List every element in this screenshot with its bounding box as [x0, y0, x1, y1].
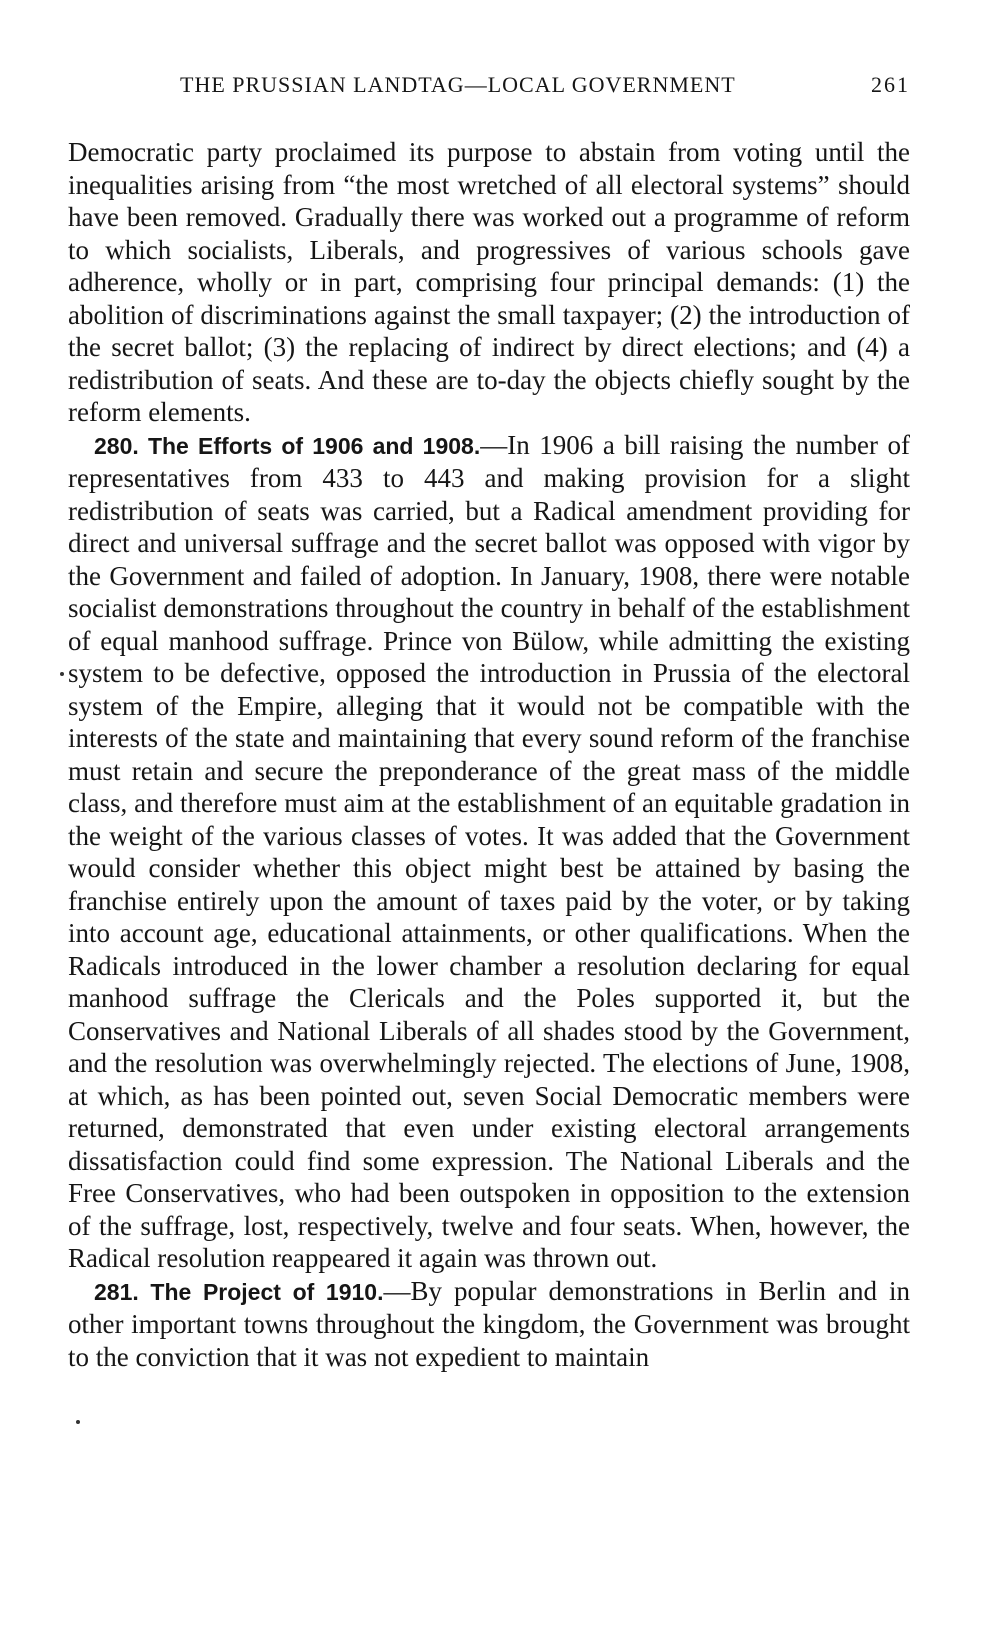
page-number: 261: [871, 72, 910, 97]
paragraph-text: Democratic party proclaimed its purpose to abstain from voting until the inequalities arising from “the most wretched of all electoral systems” should have been removed. Gradually there was worked out a programme of reform to which socialists, Liberals, and progressives of various schools gave adherence, wholly or in part, comprising four principal demands: (1) the abolition of discriminations against the small taxpayer; (2) the introduction of the secret ballot; (3) the replacing of indirect by direct elections; and (4) a redistribution of seats. And these are to-day the objects chiefly sought by the reform elements.: [68, 137, 910, 427]
paragraph: [68, 136, 910, 429]
paragraph-text: —In 1906 a bill raising the number of representatives from 433 to 443 and making provision for a slight redistribution of seats was carried, but a Radical amendment providing for direct and universal suffrage and the secret ballot was opposed with vigor by the Government and failed of adoption. In January, 1908, there were notable socialist demonstrations throughout the country in behalf of the establishment of equal manhood suffrage. Prince von Bülow, while admitting the existing system to be defective, opposed the introduction in Prussia of the electoral system of the Empire, alleging that it would not be compatible with the interests of the state and maintaining that every sound reform of the franchise must retain and secure the preponderance of the great mass of the middle class, and therefore must aim at the establishment of an equitable gradation in the weight of the various classes of votes. It was added that the Government would consider whether this object might best be attained by basing the franchise entirely upon the amount of taxes paid by the voter, or by taking into account age, educational attainments, or other qualifications. When the Radicals introduced in the lower chamber a resolution declaring for equal manhood suffrage the Clericals and the Poles supported it, but the Conservatives and National Liberals of all shades stood by the Government, and the resolution was overwhelmingly rejected. The elections of June, 1908, at which, as has been pointed out, seven Social Democratic members were returned, demonstrated that even under existing electoral arrangements dissatisfaction could find some expression. The National Liberals and the Free Conservatives, who had been outspoken in opposition to the extension of the suffrage, lost, respectively, twelve and four seats. When, however, the Radical resolution reappeared it again was thrown out.: [68, 429, 910, 1273]
page-body: [68, 136, 910, 1373]
section-heading: 280. The Efforts of 1906 and 1908.: [94, 432, 481, 459]
paragraph: [68, 429, 910, 1275]
book-page: [68, 72, 910, 1373]
running-head: [68, 72, 910, 112]
running-title: THE PRUSSIAN LANDTAG—LOCAL GOVERNMENT: [180, 72, 736, 97]
paragraph-text: —By popular demonstrations in Berlin and in other important towns throughout the kingdom, the Government was brought to the conviction that it was not expedient to maintain: [68, 1275, 910, 1372]
margin-dot: [76, 1420, 80, 1424]
section-heading: 281. The Project of 1910.: [94, 1278, 384, 1305]
margin-dot: [60, 672, 64, 676]
paragraph: [68, 1275, 910, 1374]
